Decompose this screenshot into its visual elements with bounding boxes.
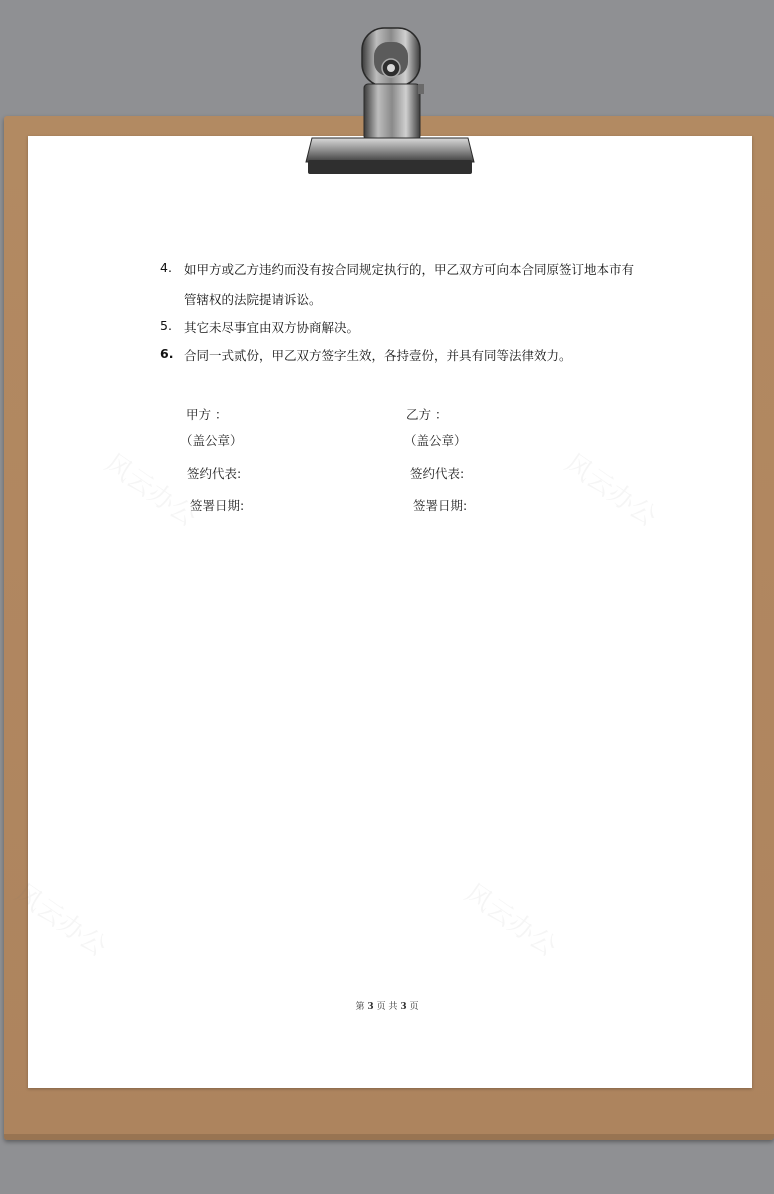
clause-number: 5. [160, 318, 172, 333]
footer-suffix: 页 [409, 1002, 419, 1012]
party-b-title: 乙方 ： [406, 407, 448, 422]
clause-text: 合同一式贰份，甲乙双方签字生效，各持壹份，并具有同等法律效力。 [184, 348, 572, 363]
party-b-date: 签署日期: [413, 498, 468, 513]
watermark: 风云办公 [99, 448, 202, 533]
footer-total-pages: 3 [400, 1002, 407, 1012]
party-b-seal: （盖公章） [404, 433, 467, 448]
party-a-representative: 签约代表: [187, 466, 242, 481]
footer-prefix: 第 [355, 1002, 365, 1012]
watermark: 风云办公 [459, 878, 562, 963]
party-a-seal: （盖公章） [180, 433, 243, 448]
footer-page-number: 3 [367, 1002, 374, 1012]
clause-text: 如甲方或乙方违约而没有按合同规定执行的，甲乙双方可向本合同原签订地本市有 [184, 262, 635, 277]
clause-number: 6. [160, 346, 174, 361]
party-b-representative: 签约代表: [410, 466, 465, 481]
watermark: 风云办公 [9, 878, 112, 963]
page-footer [0, 999, 774, 1012]
watermark: 风云办公 [559, 448, 662, 533]
footer-middle: 页 共 [376, 1002, 398, 1012]
party-a-date: 签署日期: [190, 498, 245, 513]
party-a-title: 甲方 ： [186, 407, 228, 422]
clause-text: 其它未尽事宜由双方协商解决。 [184, 320, 360, 335]
clause-number: 4. [160, 260, 172, 275]
clause-text: 管辖权的法院提请诉讼。 [184, 292, 322, 307]
